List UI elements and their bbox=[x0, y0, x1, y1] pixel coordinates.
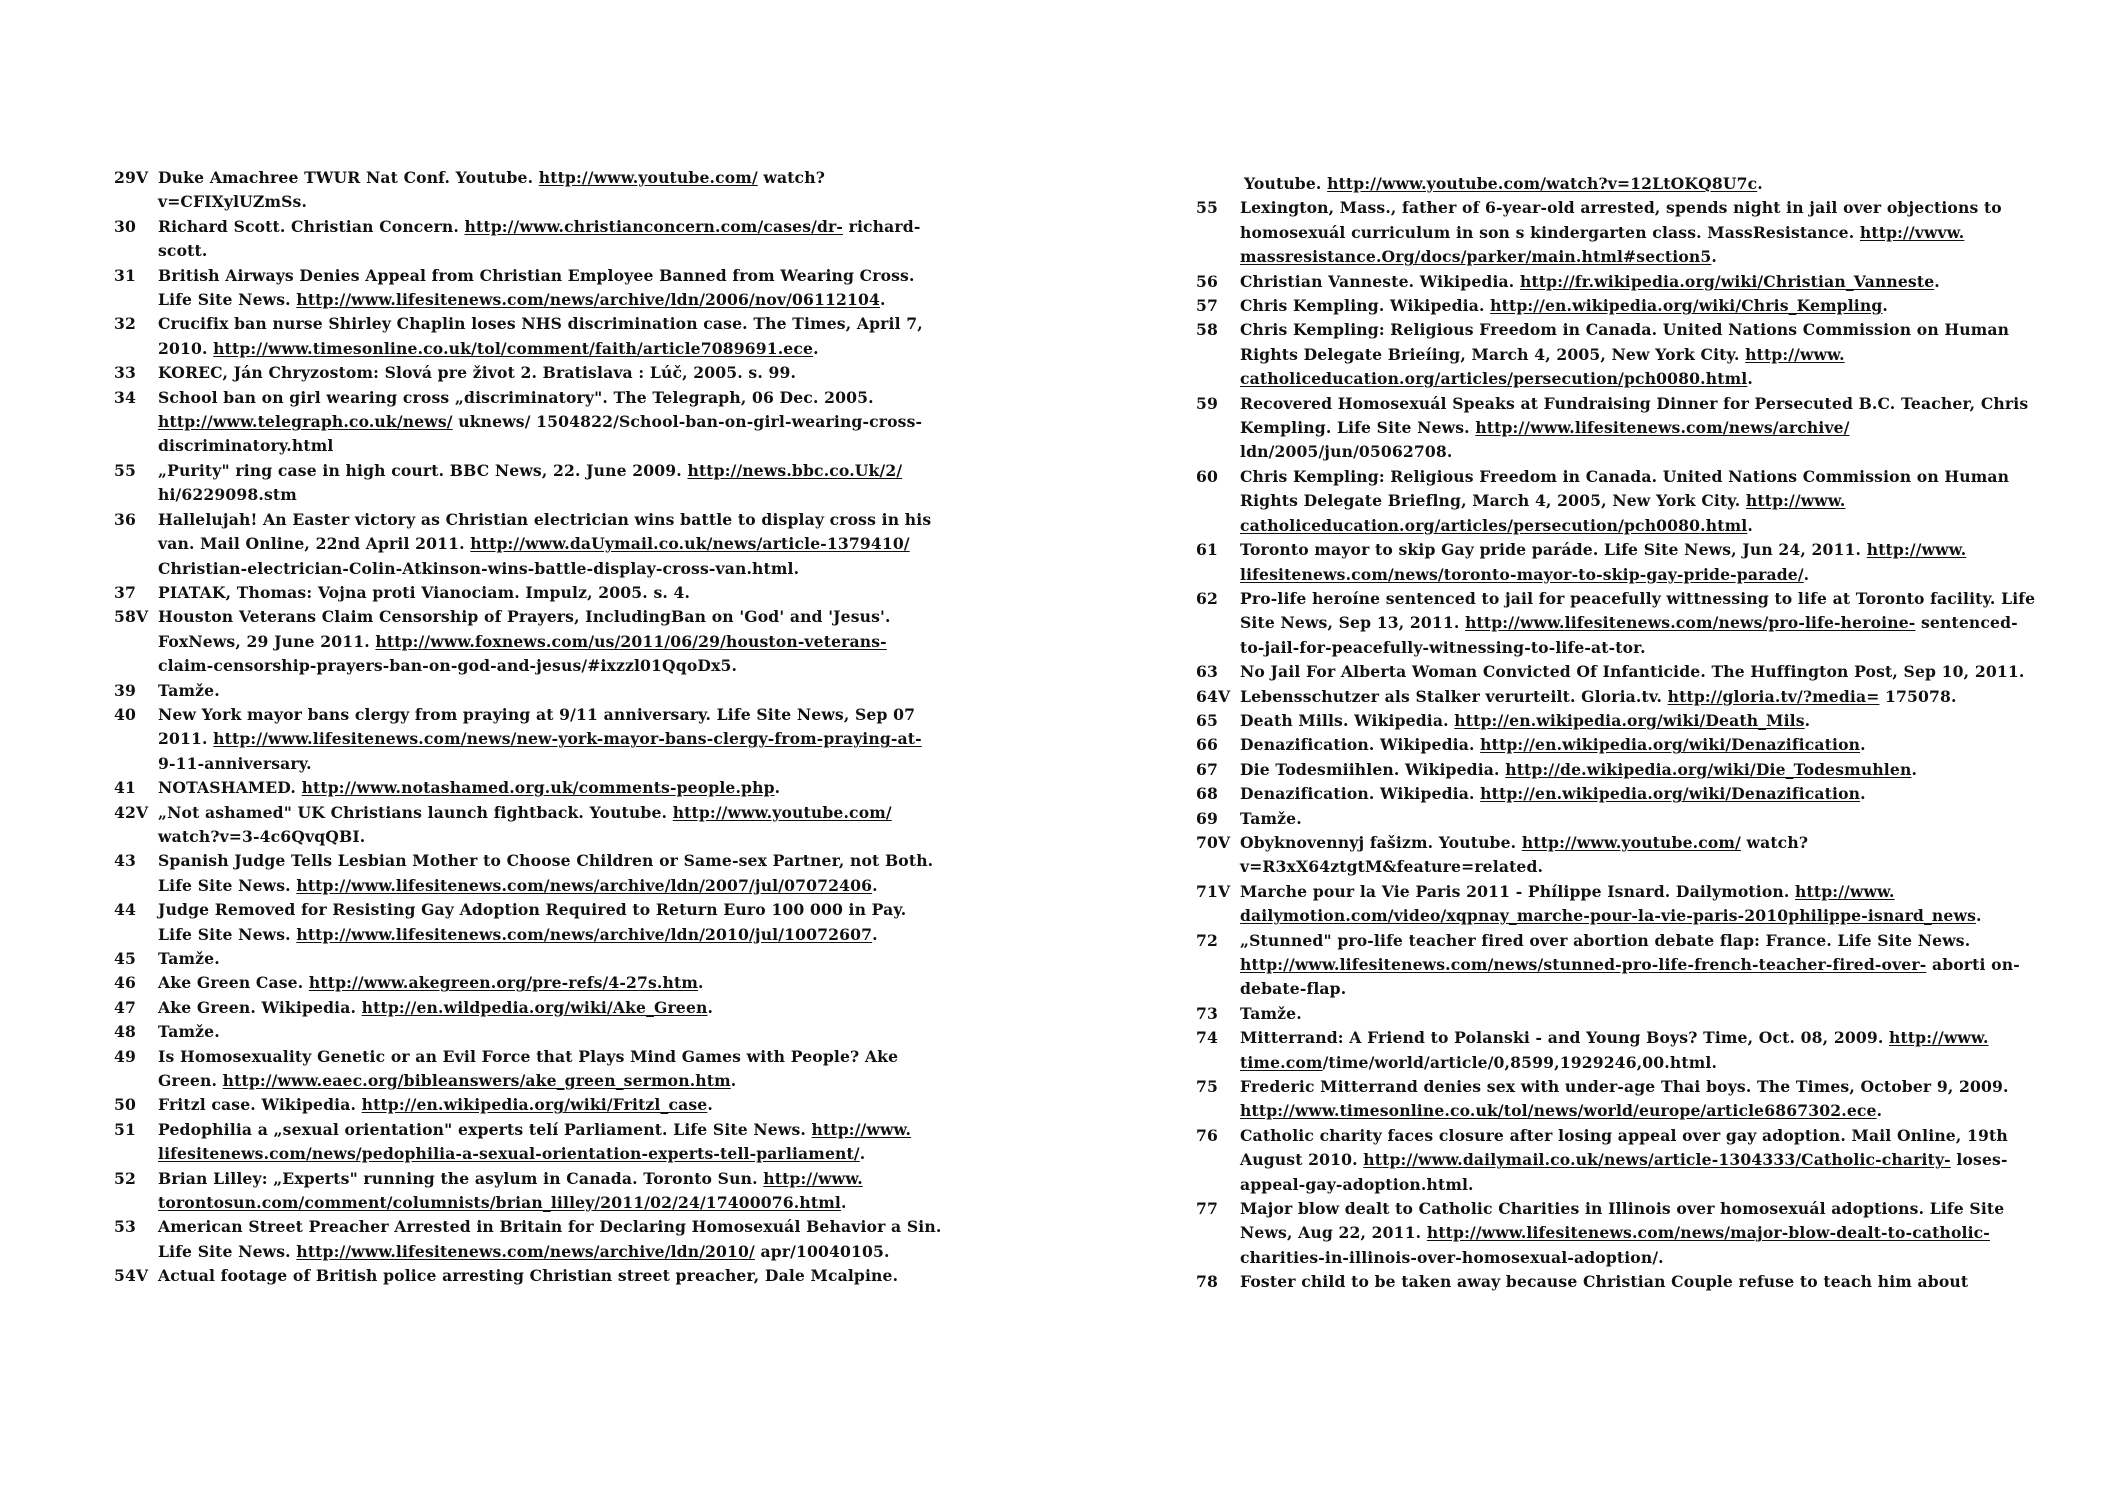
reference-body bbox=[1240, 538, 2036, 587]
reference-number: 49 bbox=[114, 1046, 137, 1066]
reference-entry bbox=[114, 361, 944, 385]
reference-entry bbox=[114, 1167, 944, 1216]
reference-entry bbox=[114, 215, 944, 264]
reference-link[interactable]: http://www.youtube.com/ bbox=[672, 802, 892, 822]
reference-text: „Not ashamed" UK Christians launch fightback. Youtube. bbox=[158, 802, 673, 822]
reference-link[interactable]: http://www.youtube.com/ bbox=[1521, 832, 1741, 852]
reference-link[interactable]: http://www.dailymail.co.uk/news/article-1304333/Catholic-charity- bbox=[1363, 1150, 1951, 1170]
reference-body bbox=[158, 1264, 944, 1288]
reference-number: 45 bbox=[114, 949, 137, 968]
reference-number: 75 bbox=[1196, 1077, 1219, 1097]
reference-entry bbox=[114, 1264, 944, 1288]
reference-number: 41 bbox=[114, 778, 137, 798]
reference-text: Chris Kempling: Religious Freedom in Canada. United Nations Commission on Human Rights Delegate Brieíing, March 4, 2005, New York City. bbox=[1240, 320, 2010, 364]
reference-number: 66 bbox=[1196, 735, 1219, 755]
reference-entry bbox=[1196, 1002, 2036, 1026]
reference-text: . bbox=[1711, 247, 1717, 267]
reference-body bbox=[158, 703, 944, 776]
reference-link[interactable]: http://www. catholiceducation.org/articles/persecution/pch0080.html bbox=[1240, 344, 1845, 389]
reference-body bbox=[158, 508, 944, 581]
reference-text: American Street Preacher Arrested in Britain for Declaring Homosexuál Behavior a Sin. Life Site News. bbox=[158, 1217, 942, 1261]
reference-entry bbox=[1196, 709, 2036, 733]
reference-link[interactable]: http://www.lifesitenews.com/news/major-blow-dealt-to-catholic- bbox=[1426, 1223, 1990, 1243]
reference-body bbox=[1240, 318, 2036, 391]
reference-link[interactable]: http://www.telegraph.co.uk/news/ bbox=[158, 412, 453, 432]
reference-body bbox=[1240, 758, 2036, 782]
reference-text: . bbox=[1747, 369, 1753, 389]
reference-body bbox=[1240, 1075, 2036, 1124]
reference-number: 70V bbox=[1196, 832, 1231, 852]
reference-number: 65 bbox=[1196, 710, 1219, 730]
reference-text: . bbox=[840, 1193, 847, 1213]
reference-text: watch?v=3-4c6QvqQBI. bbox=[158, 826, 366, 846]
reference-text: Die Todesmiihlen. Wikipedia. bbox=[1240, 759, 1506, 779]
reference-text: watch?v=CFIXylUZmSs. bbox=[158, 168, 825, 212]
reference-number: 67 bbox=[1196, 759, 1219, 779]
reference-text: Ake Green. Wikipedia. bbox=[158, 997, 362, 1017]
reference-text: . bbox=[872, 875, 878, 895]
reference-link[interactable]: http://www. torontosun.com/comment/columnists/brian_lilley/2011/02/24/17400076.html bbox=[158, 1168, 863, 1213]
reference-link[interactable]: http://www.lifesitenews.com/news/stunned-pro-life-french-teacher-fired-over- bbox=[1240, 955, 1927, 974]
reference-text: School ban on girl wearing cross „discriminatory". The Telegraph, 06 Dec. 2005. bbox=[158, 387, 874, 407]
reference-text: claim-censorship-prayers-ban-on-god-and-jesus/#ixzzl01QqoDx5. bbox=[158, 656, 738, 676]
reference-entry bbox=[1196, 733, 2036, 757]
reference-number: 43 bbox=[114, 851, 137, 871]
reference-link[interactable]: http://vwvw. massresistance.Org/docs/parker/main.html#section5 bbox=[1240, 222, 1965, 267]
reference-text: Marche pour la Vie Paris 2011 - Phílippe Isnard. Dailymotion. bbox=[1240, 881, 1796, 901]
reference-body bbox=[158, 386, 944, 459]
reference-body bbox=[158, 1093, 944, 1117]
reference-body bbox=[1240, 294, 2036, 318]
reference-link[interactable]: http://www.lifesitenews.com/news/new-york-mayor-bans-clergy-from-praying-at- bbox=[213, 729, 922, 749]
reference-entry bbox=[114, 508, 944, 581]
reference-link[interactable]: http://www. time.com bbox=[1240, 1028, 1989, 1072]
reference-body bbox=[1240, 733, 2036, 757]
reference-text: /time/world/article/0,8599,1929246,00.html. bbox=[1322, 1052, 1718, 1072]
reference-body bbox=[158, 898, 944, 947]
reference-link[interactable]: http://www.christianconcern.com/cases/dr- bbox=[464, 216, 844, 236]
reference-entry bbox=[1196, 318, 2036, 391]
reference-text: Lebensschutzer als Stalker verurteilt. Gloria.tv. bbox=[1240, 686, 1668, 706]
reference-text: ldn/2005/jun/05062708. bbox=[1240, 442, 1453, 462]
reference-text: Death Mills. Wikipedia. bbox=[1240, 710, 1455, 730]
reference-link[interactable]: http://www.timesonline.co.uk/tol/news/world/europe/article6867302.ece bbox=[1240, 1101, 1877, 1121]
reference-text: Pedophilia a „sexual orientation" experts telí Parliament. Life Site News. bbox=[158, 1119, 812, 1139]
reference-text: Hallelujah! An Easter victory as Christian electrician wins battle to display cross in his van. Mail Online, 22nd April 2011. bbox=[158, 509, 932, 554]
reference-text: KOREC, Ján Chryzostom: Slová pre život 2. Bratislava : Lúč, 2005. s. 99. bbox=[158, 363, 797, 383]
reference-text: . bbox=[774, 778, 781, 798]
reference-entry bbox=[114, 971, 944, 995]
reference-text: . bbox=[872, 924, 878, 944]
reference-body bbox=[158, 801, 944, 850]
reference-link[interactable]: http://www.akegreen.org/pre-refs/4-27s.htm bbox=[308, 973, 698, 993]
reference-number: 37 bbox=[114, 582, 137, 602]
reference-entry bbox=[114, 386, 944, 459]
reference-body bbox=[158, 1020, 944, 1044]
reference-entry bbox=[1196, 196, 2036, 269]
reference-entry bbox=[114, 679, 944, 703]
reference-entry bbox=[1196, 1270, 2036, 1294]
reference-text: Judge Removed for Resisting Gay Adoption Required to Return Euro 100 000 in Pay. Life Site News. bbox=[158, 900, 907, 944]
reference-text: . bbox=[1882, 296, 1888, 316]
reference-entry bbox=[114, 898, 944, 947]
reference-text: . bbox=[1934, 271, 1940, 291]
reference-entry bbox=[114, 1215, 944, 1264]
reference-body bbox=[158, 264, 944, 313]
reference-link[interactable]: http://www. catholiceducation.org/articles/persecution/pch0080.html bbox=[1240, 491, 1846, 535]
reference-link[interactable]: http://en.wikipedia.org/wiki/Denazification bbox=[1480, 784, 1861, 804]
reference-entry bbox=[1196, 782, 2036, 806]
reference-text: hi/6229098.stm bbox=[158, 485, 297, 505]
reference-text: . bbox=[1860, 735, 1866, 755]
reference-number: 77 bbox=[1196, 1199, 1219, 1219]
reference-text: uknews/ 1504822/School-ban-on-girl-wearing-cross-discriminatory.html bbox=[158, 412, 923, 456]
reference-link[interactable]: http://en.wikipedia.org/wiki/Death_Mils bbox=[1454, 710, 1805, 730]
reference-number: 58V bbox=[114, 607, 149, 627]
reference-text: Mitterrand: A Friend to Polanski - and Young Boys? Time, Oct. 08, 2009. bbox=[1240, 1028, 1889, 1048]
reference-body bbox=[158, 1045, 944, 1094]
reference-number: 61 bbox=[1196, 540, 1219, 560]
reference-entry bbox=[114, 581, 944, 605]
reference-number: 30 bbox=[114, 216, 137, 236]
reference-text: „Purity" ring case in high court. BBC News, 22. June 2009. bbox=[158, 460, 688, 480]
reference-entry bbox=[114, 776, 944, 800]
reference-text: . bbox=[1804, 710, 1811, 730]
reference-body bbox=[1240, 1124, 2036, 1197]
reference-number: 63 bbox=[1196, 662, 1219, 682]
reference-number: 76 bbox=[1196, 1125, 1219, 1145]
reference-text: Is Homosexuality Genetic or an Evil Force that Plays Mind Games with People? Ake Green. bbox=[158, 1046, 899, 1091]
reference-body bbox=[158, 1215, 944, 1264]
reference-entry bbox=[1196, 270, 2036, 294]
reference-number: 54V bbox=[114, 1266, 149, 1286]
reference-link[interactable]: http://www.notashamed.org.uk/comments-people.php bbox=[301, 778, 775, 798]
reference-number: 55 bbox=[114, 460, 137, 480]
reference-body bbox=[1240, 807, 2036, 831]
reference-body bbox=[158, 215, 944, 264]
reference-number: 29V bbox=[114, 168, 149, 187]
reference-text: British Airways Denies Appeal from Christian Employee Banned from Wearing Cross. Life Site News. bbox=[158, 265, 915, 310]
reference-number: 59 bbox=[1196, 393, 1219, 413]
reference-link[interactable]: http://www.lifesitenews.com/news/archive/ bbox=[1475, 418, 1850, 438]
reference-link[interactable]: http://en.wikipedia.org/wiki/Chris_Kempling bbox=[1490, 296, 1883, 316]
reference-body bbox=[1240, 929, 2036, 1002]
reference-text: . bbox=[1911, 759, 1918, 779]
reference-link[interactable]: http://www. lifesitenews.com/news/pedophilia-a-sexual-orientation-experts-tell-parliament/ bbox=[158, 1119, 912, 1164]
reference-text: Richard Scott. Christian Concern. bbox=[158, 216, 465, 236]
reference-link[interactable]: http://news.bbc.co.Uk/2/ bbox=[687, 460, 903, 480]
reference-text: 9-11-anniversary. bbox=[158, 753, 312, 773]
reference-body bbox=[1240, 1002, 2036, 1026]
reference-text: . bbox=[859, 1144, 866, 1164]
reference-text: Houston Veterans Claim Censorship of Prayers, IncludingBan on 'God' and 'Jesus'. FoxNews, 29 June 2011. bbox=[158, 607, 891, 651]
reference-number: 57 bbox=[1196, 296, 1219, 316]
reference-text: . bbox=[1976, 906, 1982, 926]
reference-text: Obyknovennyj fašizm. Youtube. bbox=[1240, 832, 1522, 852]
reference-entry bbox=[114, 605, 944, 678]
reference-entry bbox=[114, 703, 944, 776]
reference-entry bbox=[1196, 758, 2036, 782]
reference-text: . bbox=[730, 1071, 737, 1091]
reference-body bbox=[158, 776, 944, 800]
reference-link[interactable]: http://en.wikipedia.org/wiki/Fritzl_case bbox=[361, 1095, 708, 1115]
reference-text: Actual footage of British police arresting Christian street preacher, Dale Mcalpine. bbox=[158, 1266, 899, 1286]
reference-text: Foster child to be taken away because Christian Couple refuse to teach him about bbox=[1240, 1272, 1969, 1292]
reference-text: Spanish Judge Tells Lesbian Mother to Choose Children or Same-sex Partner, not Both. Life Site News. bbox=[158, 851, 934, 895]
reference-text: Catholic charity faces closure after losing appeal over gay adoption. Mail Online, 19th August 2010. bbox=[1240, 1125, 2008, 1170]
reference-body bbox=[158, 312, 944, 361]
reference-text: . bbox=[813, 338, 819, 358]
reference-number: 32 bbox=[114, 314, 137, 334]
reference-text: charities-in-illinois-over-homosexual-adoption/. bbox=[1240, 1247, 1664, 1267]
reference-number: 53 bbox=[114, 1217, 137, 1237]
reference-entry bbox=[114, 801, 944, 850]
reference-body bbox=[1240, 1197, 2036, 1270]
reference-body bbox=[158, 947, 944, 971]
reference-number: 55 bbox=[1196, 198, 1219, 218]
reference-text: No Jail For Alberta Woman Convicted Of Infanticide. The Huffington Post, Sep 10, 2011. bbox=[1240, 662, 2025, 682]
reference-text: 175078. bbox=[1879, 686, 1957, 706]
reference-link[interactable]: http://www.foxnews.com/us/2011/06/29/houston-veterans- bbox=[375, 631, 887, 651]
reference-number: 78 bbox=[1196, 1272, 1219, 1292]
reference-text: . bbox=[697, 973, 704, 993]
reference-number: 44 bbox=[114, 900, 137, 920]
reference-text: . bbox=[1876, 1101, 1883, 1121]
reference-text: aborti on-debate-flap. bbox=[1240, 955, 2020, 999]
reference-number: 40 bbox=[114, 704, 137, 724]
reference-link[interactable]: http://www.lifesitenews.com/news/archive/ldn/2010/ bbox=[296, 1241, 755, 1261]
reference-text: Tamže. bbox=[1240, 808, 1302, 828]
reference-entry bbox=[1196, 538, 2036, 587]
reference-text: apr/10040105. bbox=[754, 1241, 890, 1261]
reference-text: richard-scott. bbox=[158, 216, 921, 261]
continued-entry bbox=[1196, 172, 2036, 196]
reference-number: 69 bbox=[1196, 808, 1219, 828]
reference-body bbox=[158, 166, 944, 215]
reference-entry bbox=[1196, 880, 2036, 929]
reference-number: 74 bbox=[1196, 1028, 1219, 1048]
reference-body bbox=[158, 996, 944, 1020]
reference-body bbox=[158, 679, 944, 703]
reference-entry bbox=[114, 1045, 944, 1094]
reference-entry bbox=[1196, 831, 2036, 880]
reference-entry bbox=[114, 312, 944, 361]
reference-text: Denazification. Wikipedia. bbox=[1240, 735, 1481, 755]
reference-body bbox=[1240, 1026, 2036, 1075]
reference-text: Tamže. bbox=[158, 1022, 220, 1042]
reference-text: Fritzl case. Wikipedia. bbox=[158, 1095, 362, 1115]
reference-body bbox=[1240, 587, 2036, 660]
reference-text: NOTASHAMED. bbox=[158, 778, 302, 798]
reference-text: Duke Amachree TWUR Nat Conf. Youtube. bbox=[158, 168, 539, 187]
reference-text: Tamže. bbox=[158, 680, 220, 700]
reference-text: Lexington, Mass., father of 6-year-old arrested, spends night in jail over objections to homosexuál curriculum in son s kindergarten class. MassResistance. bbox=[1240, 198, 2002, 242]
reference-number: 48 bbox=[114, 1022, 137, 1042]
reference-entry bbox=[114, 1093, 944, 1117]
reference-number: 34 bbox=[114, 387, 137, 407]
reference-text: . bbox=[880, 290, 886, 310]
reference-link[interactable]: http://en.wikipedia.org/wiki/Denazification bbox=[1480, 735, 1861, 755]
right-column bbox=[1196, 172, 2036, 1295]
reference-number: 50 bbox=[114, 1095, 137, 1115]
reference-body bbox=[158, 581, 944, 605]
reference-text: Christian-electrician-Colin-Atkinson-wins-battle-display-cross-van.html. bbox=[158, 558, 800, 578]
reference-entry bbox=[1196, 465, 2036, 538]
reference-text: . bbox=[1860, 784, 1866, 804]
reference-number: 52 bbox=[114, 1168, 137, 1188]
reference-link[interactable]: http://www. lifesitenews.com/news/toronto-mayor-to-skip-gay-pride-parade/ bbox=[1240, 540, 1967, 584]
reference-number: 47 bbox=[114, 997, 137, 1017]
reference-text: . bbox=[707, 1095, 713, 1115]
reference-body bbox=[1240, 1270, 2036, 1294]
reference-number: 56 bbox=[1196, 271, 1219, 291]
reference-number: 33 bbox=[114, 363, 137, 383]
reference-text: Tamže. bbox=[1240, 1003, 1302, 1023]
reference-entry bbox=[1196, 660, 2036, 684]
reference-text: Pro-life heroíne sentenced to jail for peacefully wittnessing to life at Toronto facility. Life Site News, Sep 13, 2011. bbox=[1240, 588, 2036, 633]
reference-entry bbox=[114, 996, 944, 1020]
reference-body bbox=[158, 1167, 944, 1216]
reference-number: 62 bbox=[1196, 588, 1219, 608]
reference-entry bbox=[114, 264, 944, 313]
reference-entry bbox=[1196, 1124, 2036, 1197]
reference-entry bbox=[114, 459, 944, 508]
reference-link[interactable]: http://www.lifesitenews.com/news/archive/ldn/2007/jul/07072406 bbox=[296, 875, 873, 895]
reference-link[interactable]: http://www.lifesitenews.com/news/pro-life-heroine- bbox=[1465, 613, 1916, 633]
reference-link[interactable]: http://en.wildpedia.org/wiki/Ake_Green bbox=[361, 997, 708, 1017]
reference-body bbox=[158, 459, 944, 508]
reference-text: Chris Kempling. Wikipedia. bbox=[1240, 296, 1491, 316]
reference-text: loses-appeal-gay-adoption.html. bbox=[1240, 1150, 2008, 1194]
reference-body bbox=[1240, 465, 2036, 538]
reference-text: Recovered Homosexuál Speaks at Fundraising Dinner for Persecuted B.C. Teacher, Chris Kempling. Life Site News. bbox=[1240, 393, 2029, 438]
reference-link[interactable]: http://www.lifesitenews.com/news/archive/ldn/2006/nov/06112104 bbox=[296, 290, 880, 310]
reference-body bbox=[1240, 782, 2036, 806]
reference-link[interactable]: http://www. dailymotion.com/video/xqpnay_marche-pour-la-vie-paris-2010philippe-isnard_news bbox=[1240, 881, 1976, 926]
reference-text: New York mayor bans clergy from praying at 9/11 anniversary. Life Site News, Sep 07 2011. bbox=[158, 704, 916, 749]
reference-body bbox=[158, 971, 944, 995]
reference-entry bbox=[1196, 929, 2036, 1002]
reference-body bbox=[1240, 660, 2036, 684]
reference-number: 68 bbox=[1196, 784, 1219, 804]
reference-number: 31 bbox=[114, 265, 137, 285]
reference-text: . bbox=[1757, 174, 1763, 193]
reference-entry bbox=[1196, 587, 2036, 660]
reference-body bbox=[158, 1118, 944, 1167]
reference-number: 42V bbox=[114, 802, 149, 822]
reference-text: Denazification. Wikipedia. bbox=[1240, 784, 1481, 804]
reference-text: Christian Vanneste. Wikipedia. bbox=[1240, 271, 1520, 291]
reference-entry bbox=[1196, 1075, 2036, 1124]
reference-link[interactable]: http://fr.wikipedia.org/wiki/Christian_Vanneste bbox=[1519, 271, 1935, 291]
reference-text: Toronto mayor to skip Gay pride paráde. Life Site News, Jun 24, 2011. bbox=[1240, 540, 1867, 560]
reference-entry bbox=[114, 166, 944, 215]
reference-text: Ake Green Case. bbox=[158, 973, 309, 993]
reference-link[interactable]: http://www.timesonline.co.uk/tol/comment/faith/article7089691.ece bbox=[213, 338, 814, 358]
reference-number: 71V bbox=[1196, 881, 1231, 901]
reference-link[interactable]: http://www.lifesitenews.com/news/archive/ldn/2010/jul/10072607 bbox=[296, 924, 873, 944]
reference-text: Youtube. bbox=[1244, 174, 1328, 193]
reference-body bbox=[158, 605, 944, 678]
reference-number: 73 bbox=[1196, 1003, 1219, 1023]
reference-number: 51 bbox=[114, 1119, 137, 1139]
reference-text: Tamže. bbox=[158, 949, 220, 968]
reference-body bbox=[158, 361, 944, 385]
reference-text: watch?v=R3xX64ztgtM&feature=related. bbox=[1240, 832, 1809, 877]
reference-link[interactable]: http://gloria.tv/?media= bbox=[1667, 686, 1880, 706]
reference-body bbox=[1240, 709, 2036, 733]
reference-text: „Stunned" pro-life teacher fired over abortion debate flap: France. Life Site News. bbox=[1240, 930, 1971, 950]
reference-link[interactable]: http://www.youtube.com/ bbox=[538, 168, 758, 187]
reference-number: 36 bbox=[114, 509, 137, 529]
reference-body bbox=[1240, 685, 2036, 709]
reference-text: . bbox=[1803, 564, 1810, 584]
reference-text: Brian Lilley: „Experts" running the asylum in Canada. Toronto Sun. bbox=[158, 1168, 764, 1188]
reference-link[interactable]: http://www.daUymail.co.uk/news/article-1379410/ bbox=[470, 534, 910, 554]
reference-text: . bbox=[707, 997, 714, 1017]
reference-body bbox=[1240, 392, 2036, 465]
reference-link[interactable]: http://www.youtube.com/watch?v=12LtOKQ8U7c bbox=[1327, 174, 1758, 193]
reference-text: Frederic Mitterrand denies sex with under-age Thai boys. The Times, October 9, 2009. bbox=[1240, 1077, 2009, 1097]
reference-entry bbox=[114, 1020, 944, 1044]
reference-body bbox=[1240, 831, 2036, 880]
reference-number: 46 bbox=[114, 973, 137, 993]
reference-text: Crucifix ban nurse Shirley Chaplin loses NHS discrimination case. The Times, April 7, 2010. bbox=[158, 314, 923, 358]
left-column bbox=[114, 166, 944, 1289]
reference-link[interactable]: http://www.eaec.org/bibleanswers/ake_green_sermon.htm bbox=[222, 1071, 731, 1091]
reference-entry bbox=[1196, 1197, 2036, 1270]
reference-body bbox=[158, 849, 944, 898]
reference-text: Major blow dealt to Catholic Charities in Illinois over homosexuál adoptions. Life Site News, Aug 22, 2011. bbox=[1240, 1199, 2005, 1243]
reference-number: 60 bbox=[1196, 466, 1219, 486]
reference-text: PIATAK, Thomas: Vojna proti Vianociam. Impulz, 2005. s. 4. bbox=[158, 582, 691, 602]
reference-text: sentenced-to-jail-for-peacefully-witnessing-to-life-at-tor. bbox=[1240, 613, 2018, 657]
reference-number: 39 bbox=[114, 680, 137, 700]
reference-number: 72 bbox=[1196, 930, 1219, 950]
reference-entry bbox=[1196, 807, 2036, 831]
reference-entry bbox=[1196, 685, 2036, 709]
reference-entry bbox=[1196, 392, 2036, 465]
reference-body bbox=[1240, 880, 2036, 929]
reference-text: . bbox=[1747, 515, 1753, 535]
reference-entry bbox=[1196, 294, 2036, 318]
reference-body bbox=[1240, 270, 2036, 294]
reference-text: Chris Kempling: Religious Freedom in Canada. United Nations Commission on Human Rights Delegate Brieflng, March 4, 2005, New York City. bbox=[1240, 466, 2010, 511]
reference-entry bbox=[114, 1118, 944, 1167]
reference-entry bbox=[114, 947, 944, 971]
reference-entry bbox=[114, 849, 944, 898]
reference-number: 64V bbox=[1196, 686, 1231, 706]
reference-body bbox=[1240, 196, 2036, 269]
reference-number: 58 bbox=[1196, 320, 1219, 340]
reference-link[interactable]: http://de.wikipedia.org/wiki/Die_Todesmuhlen bbox=[1505, 759, 1912, 779]
reference-entry bbox=[1196, 1026, 2036, 1075]
